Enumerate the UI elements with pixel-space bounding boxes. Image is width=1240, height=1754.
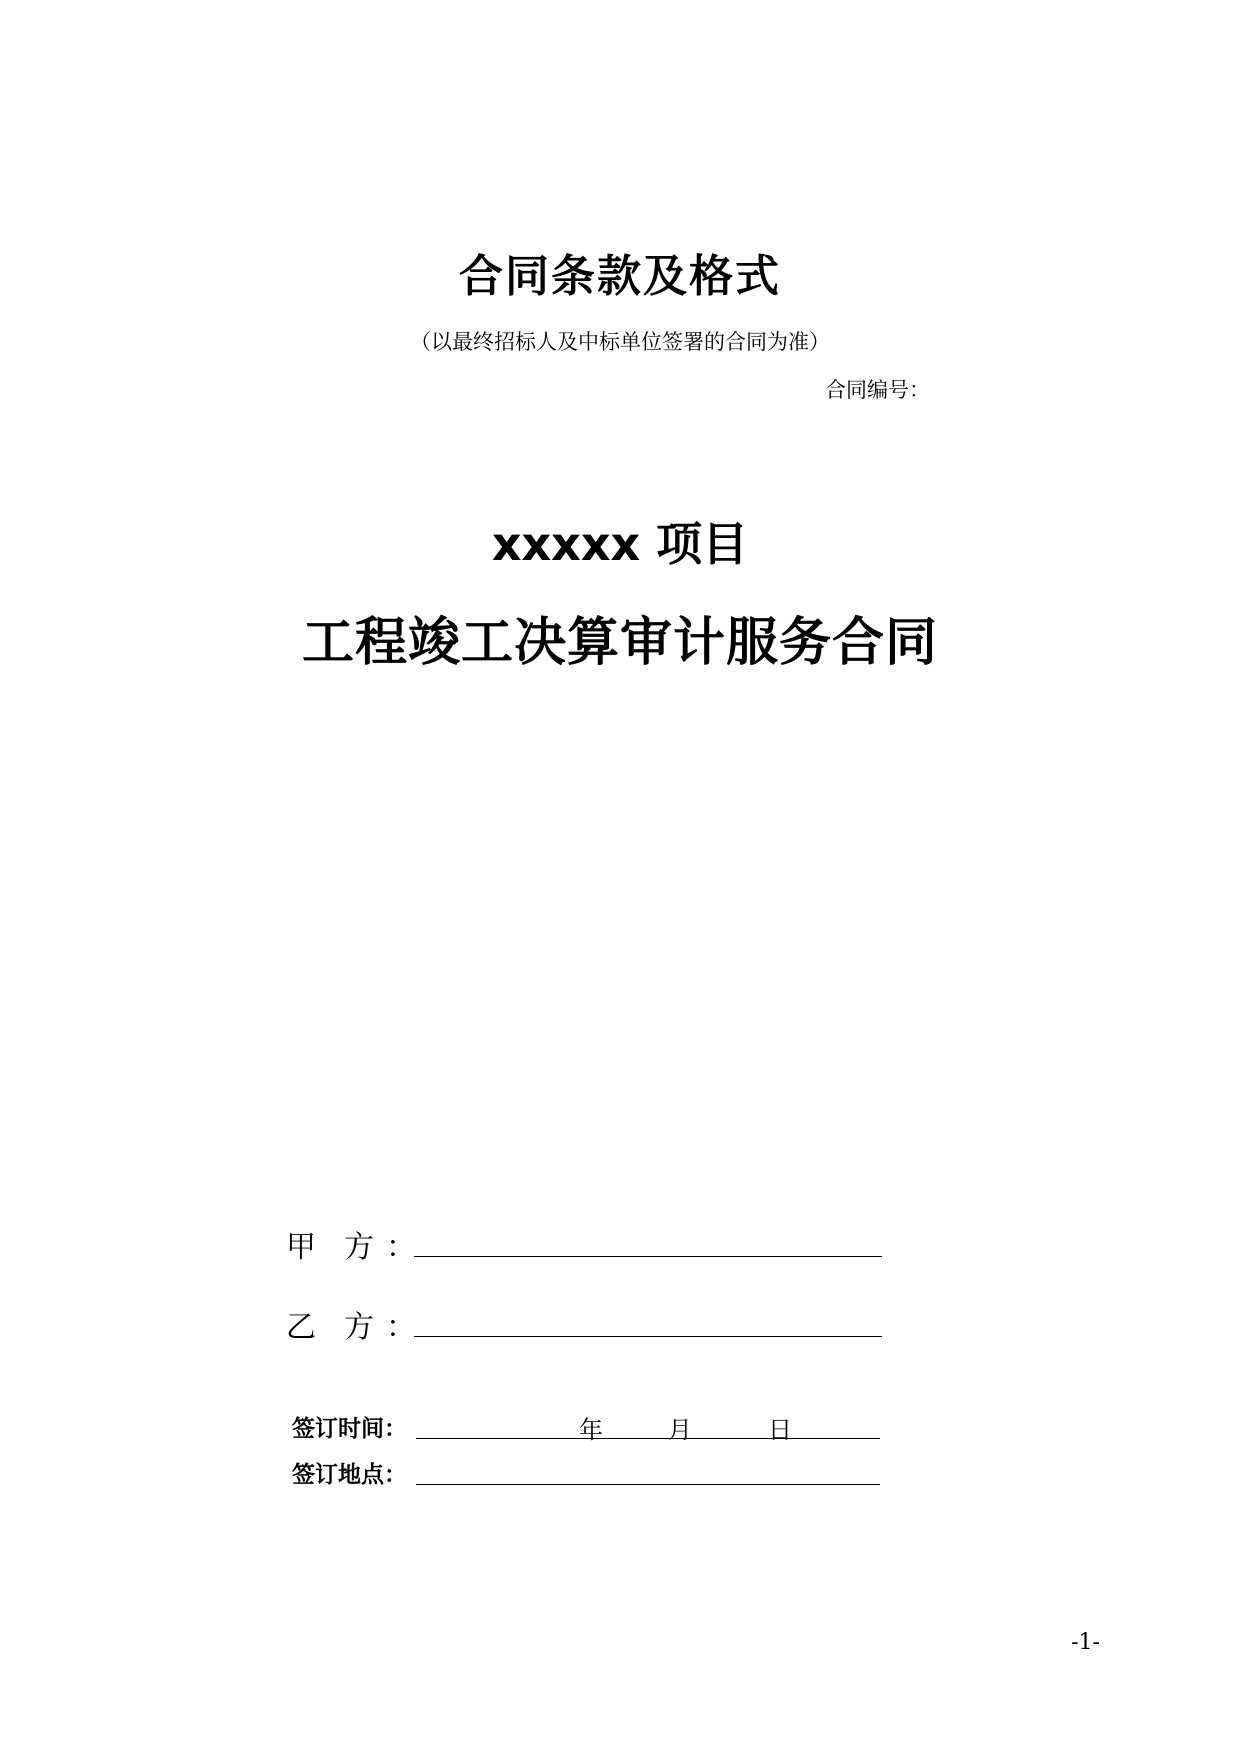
document-subtitle: （以最终招标人及中标单位签署的合同为准） [410,330,830,354]
signing-year-label: 年 [579,1416,603,1444]
party-b-colon: ： [386,1310,416,1345]
party-a-row [286,1222,886,1265]
signing-place-row [292,1456,892,1490]
signing-month-label: 月 [668,1416,692,1444]
party-b-blank-line[interactable] [414,1336,882,1337]
party-b-char1: 乙 [286,1310,316,1345]
party-a-char1: 甲 [286,1230,316,1265]
signing-day-label: 日 [768,1416,792,1444]
party-a-blank-line[interactable] [414,1256,882,1257]
contract-number-label: 合同编号： [825,378,930,402]
contract-name: 工程竣工决算审计服务合同 [301,613,938,673]
page-number: -1- [1071,1630,1100,1655]
signing-date-label: 签订时间： [292,1416,407,1442]
party-b-char2: 方 [344,1310,374,1345]
project-name: xxxxx 项目 [491,517,749,571]
document-title: 合同条款及格式 [459,251,781,302]
signing-date-row [292,1410,892,1444]
party-a-char2: 方 [344,1230,374,1265]
party-a-colon: ： [386,1230,416,1265]
signing-place-label: 签订地点： [292,1462,407,1488]
signing-place-blank-line[interactable] [416,1484,880,1485]
party-b-row [286,1302,886,1345]
signing-date-blank-line[interactable] [416,1438,880,1439]
